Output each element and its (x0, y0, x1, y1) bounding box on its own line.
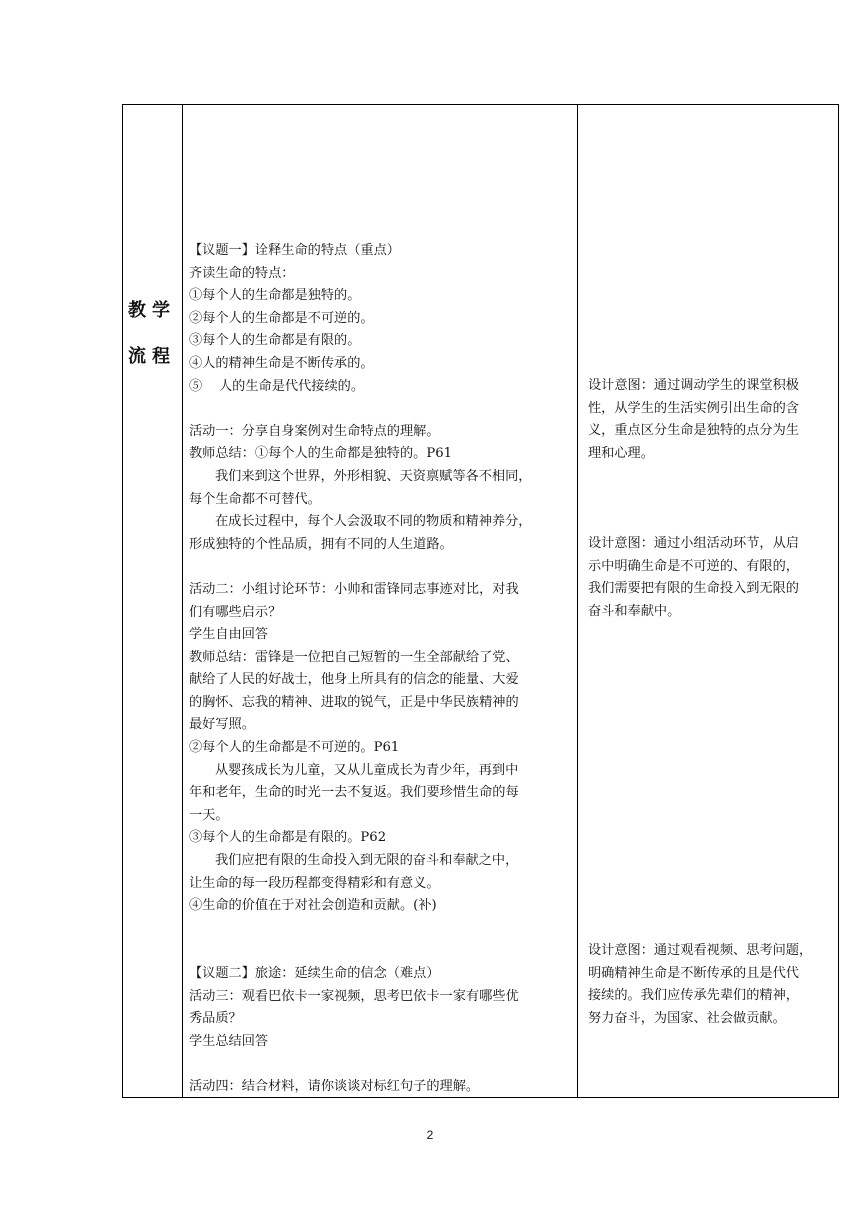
content-line: 献给了人民的好战士，他身上所具有的信念的能量、大爱 (189, 672, 519, 688)
content-line: ②每个人的生命都是不可逆的。P61 (189, 740, 400, 756)
intent-line: 努力奋斗，为国家、社会做贡献。 (588, 1010, 786, 1026)
topic-two-heading: 【议题二】旅途：延续生命的信念（难点） (189, 966, 440, 981)
content-line: 齐读生命的特点： (189, 265, 295, 281)
teaching-content (189, 240, 577, 1099)
activity-three: 活动三：观看巴依卡一家视频，思考巴依卡一家有哪些优 (189, 988, 519, 1004)
intent-line: 性，从学生的生活实例引出生命的含 (588, 400, 799, 416)
content-line: 让生命的每一段历程都变得精彩和有意义。 (189, 875, 440, 891)
content-line: 学生自由回答 (189, 627, 269, 643)
content-line: ④人的精神生命是不断传承的。 (189, 355, 374, 371)
activity-four: 活动四：结合材料，请你谈谈对标红句子的理解。 (189, 1078, 480, 1094)
content-line: 我们应把有限的生命投入到无限的奋斗和奉献之中， (215, 853, 519, 869)
content-line: 在成长过程中，每个人会汲取不同的物质和精神养分， (215, 514, 532, 530)
intent-line: 我们需要把有限的生命投入到无限的 (588, 581, 799, 597)
content-line: 秀品质？ (189, 1011, 242, 1027)
content-line: ③每个人的生命都是有限的。 (189, 333, 361, 349)
activity-one: 活动一：分享自身案例对生命特点的理解。 (189, 423, 440, 439)
content-line: 们有哪些启示？ (189, 604, 282, 620)
content-line: 学生总结回答 (189, 1033, 269, 1049)
intent-line: 明确精神生命是不断传承的且是代代 (588, 965, 799, 981)
content-line: ④生命的价值在于对社会创造和贡献。(补) (189, 898, 437, 914)
content-line: 我们来到这个世界，外形相貌、天资禀赋等各不相同， (215, 468, 532, 484)
content-line: 的胸怀、忘我的精神、进取的锐气，正是中华民族精神的 (189, 694, 519, 710)
design-intent-2 (588, 533, 834, 623)
activity-two: 活动二：小组讨论环节：小帅和雷锋同志事迹对比，对我 (189, 581, 519, 597)
content-line: ⑤ 人的生命是代代接续的。 (189, 378, 365, 394)
intent-line: 奋斗和奉献中。 (588, 603, 681, 619)
content-line: ③每个人的生命都是有限的。P62 (189, 830, 387, 846)
content-line: 一天。 (189, 807, 229, 823)
intent-line: 接续的。我们应传承先辈们的精神， (588, 988, 799, 1004)
page-number: 2 (426, 1128, 434, 1142)
content-line: ①每个人的生命都是独特的。 (189, 288, 361, 304)
content-line: 年和老年，生命的时光一去不复返。我们要珍惜生命的每 (189, 785, 519, 801)
intent-line: 设计意图：通过调动学生的课堂积极 (588, 378, 799, 393)
content-line: 形成独特的个性品质，拥有不同的人生道路。 (189, 536, 453, 552)
content-line: 教师总结：①每个人的生命都是独特的。P61 (189, 446, 453, 462)
content-line: 最好写照。 (189, 717, 255, 733)
content-line: ②每个人的生命都是不可逆的。 (189, 310, 374, 326)
content-line: 教师总结：雷锋是一位把自己短暂的一生全部献给了党、 (189, 649, 519, 665)
label-column (123, 105, 183, 1098)
side-label-line1: 教学 (128, 300, 176, 321)
topic-one-heading: 【议题一】诠释生命的特点（重点） (189, 243, 400, 258)
content-line: 每个生命都不可替代。 (189, 491, 321, 507)
side-label-line2: 流程 (128, 346, 176, 367)
intent-line: 设计意图：通过观看视频、思考问题， (588, 943, 813, 958)
intent-line: 义，重点区分生命是独特的点分为生 (588, 423, 799, 439)
intent-line: 理和心理。 (588, 445, 654, 461)
design-intent-1 (588, 375, 834, 465)
content-line: 从婴孩成长为儿童，又从儿童成长为青少年，再到中 (215, 762, 519, 778)
design-intent-3 (588, 940, 834, 1030)
intent-line: 设计意图：通过小组活动环节，从启 (588, 536, 799, 551)
intent-line: 示中明确生命是不可逆的、有限的， (588, 558, 799, 574)
